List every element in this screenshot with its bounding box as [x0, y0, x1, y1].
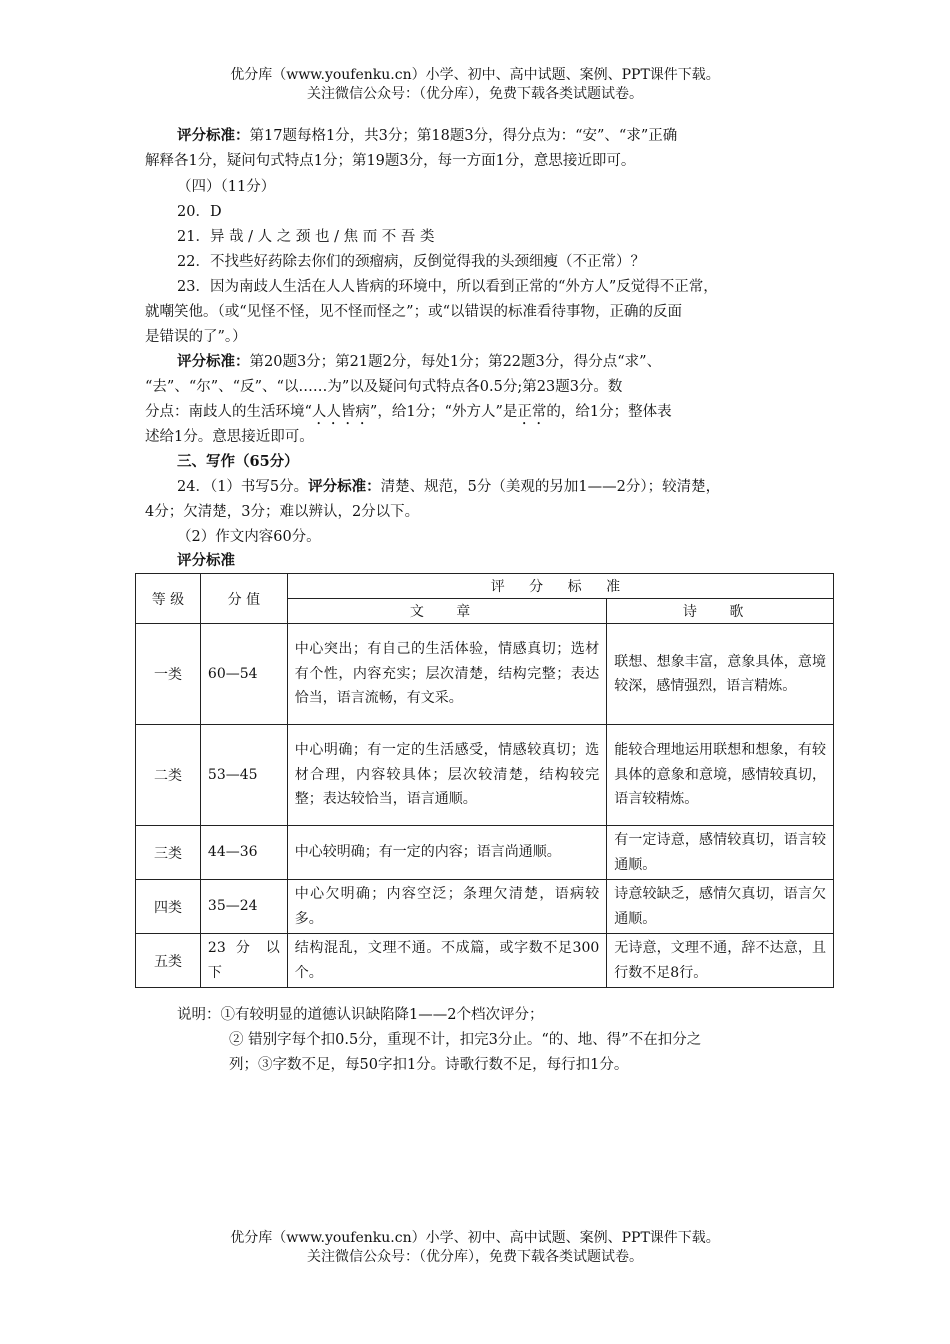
- table-header-row: [136, 574, 834, 599]
- row-score: 23 分 以 下: [200, 934, 287, 988]
- scoring-17-19-line-1: 评分标准：第17题每格1分，共3分；第18题3分，得分点为：“安”、“求”正确: [177, 127, 678, 144]
- table-row: [136, 880, 834, 934]
- table-row: [136, 624, 834, 725]
- row-poem: 无诗意，文理不通，辞不达意，且行数不足8行。: [607, 934, 834, 988]
- row-score: 35—24: [200, 880, 287, 934]
- footer-line-1: 优分库（www.youfenku.cn）小学、初中、高中试题、案例、PPT课件下载。: [230, 1230, 720, 1246]
- row-score: 53—45: [200, 725, 287, 826]
- answer-23-line-3: 是错误的了”。）: [145, 329, 247, 345]
- table-row: [136, 826, 834, 880]
- row-article: 中心较明确；有一定的内容；语言尚通顺。: [287, 826, 607, 880]
- table-title: 评分标准: [177, 552, 235, 569]
- scoring-20-23-line-2: “去”、“尔”、“反”、“以……为”以及疑问句式特点各0.5分;第23题3分。数: [145, 379, 623, 395]
- row-poem: 有一定诗意，感情较真切，语言较通顺。: [607, 826, 834, 880]
- row-score: 44—36: [200, 826, 287, 880]
- note-line-2: ② 错别字每个扣0.5分，重现不计，扣完3分止。“的、地、得”不在扣分之: [229, 1032, 702, 1048]
- scoring-20-23-line-1: 评分标准：第20题3分；第21题2分，每处1分；第22题3分，得分点“求”、: [177, 353, 662, 370]
- section-4-heading: （四）（11分）: [177, 179, 276, 195]
- section-3-heading: 三、写作（65分）: [177, 453, 299, 470]
- header-criteria: 评 分 标 准: [287, 574, 833, 599]
- table-row: [136, 934, 834, 988]
- answer-23-line-1: 23．因为南歧人生活在人人皆病的环境中，所以看到正常的“外方人”反觉得不正常，: [177, 279, 718, 295]
- table-row: [136, 725, 834, 826]
- row-article: 中心明确；有一定的生活感受，情感较真切；选材合理，内容较具体；层次较清楚，结构较完整；表达较恰当，语言通顺。: [287, 725, 607, 826]
- page-footer: [0, 1229, 950, 1267]
- header-line-1: 优分库（www.youfenku.cn）小学、初中、高中试题、案例、PPT课件下载。: [230, 67, 720, 83]
- note-line-3: 列；③字数不足，每50字扣1分。诗歌行数不足，每行扣1分。: [229, 1057, 629, 1073]
- row-level: 四类: [136, 880, 201, 934]
- row-score: 60—54: [200, 624, 287, 725]
- answer-20: 20．D: [177, 204, 222, 220]
- scoring-17-19-line-2: 解释各1分，疑问句式特点1分；第19题3分，每一方面1分，意思接近即可。: [145, 153, 636, 169]
- answer-24-line-1: 24．（1）书写5分。评分标准：清楚、规范，5分（美观的另加1——2分）；较清楚，: [177, 478, 721, 495]
- note-line-1: 说明：①有较明显的道德认识缺陷降1——2个档次评分；: [177, 1007, 544, 1023]
- scoring-table: [135, 573, 834, 988]
- header-line-2: 关注微信公众号：（优分库），免费下载各类试题试卷。: [307, 86, 643, 102]
- header-poem: 诗 歌: [607, 599, 834, 624]
- footer-line-2: 关注微信公众号：（优分库），免费下载各类试题试卷。: [307, 1249, 643, 1265]
- answer-22: 22．不找些好药除去你们的颈瘤病，反倒觉得我的头颈细瘦（不正常）？: [177, 254, 645, 270]
- row-level: 一类: [136, 624, 201, 725]
- page-header: [0, 66, 950, 104]
- scoring-20-23-line-3: 分点：南歧人的生活环境“人人皆病”，给1分；“外方人”是正常的，给1分；整体表: [145, 404, 672, 420]
- row-level: 三类: [136, 826, 201, 880]
- row-level: 五类: [136, 934, 201, 988]
- row-poem: 能较合理地运用联想和想象，有较具体的意象和意境，感情较真切，语言较精炼。: [607, 725, 834, 826]
- row-article: 结构混乱，文理不通。不成篇，或字数不足300个。: [287, 934, 607, 988]
- answer-24-line-3: （2）作文内容60分。: [177, 529, 321, 545]
- header-level: 等 级: [136, 574, 201, 624]
- answer-24-line-2: 4分；欠清楚，3分；难以辨认，2分以下。: [145, 504, 420, 520]
- row-article: 中心突出；有自己的生活体验，情感真切；选材有个性，内容充实；层次清楚，结构完整；表达恰当，语言流畅，有文采。: [287, 624, 607, 725]
- row-poem: 诗意较缺乏，感情欠真切，语言欠通顺。: [607, 880, 834, 934]
- row-level: 二类: [136, 725, 201, 826]
- row-poem: 联想、想象丰富，意象具体，意境较深，感情强烈，语言精炼。: [607, 624, 834, 725]
- header-article: 文 章: [287, 599, 607, 624]
- header-score: 分 值: [200, 574, 287, 624]
- answer-23-line-2: 就嘲笑他。（或“见怪不怪，见不怪而怪之”；或“以错误的标准看待事物，正确的反面: [145, 304, 682, 320]
- row-article: 中心欠明确；内容空泛；条理欠清楚，语病较多。: [287, 880, 607, 934]
- answer-21: 21．异 哉 / 人 之 颈 也 / 焦 而 不 吾 类: [177, 229, 435, 245]
- scoring-20-23-line-4: 述给1分。意思接近即可。: [145, 429, 314, 445]
